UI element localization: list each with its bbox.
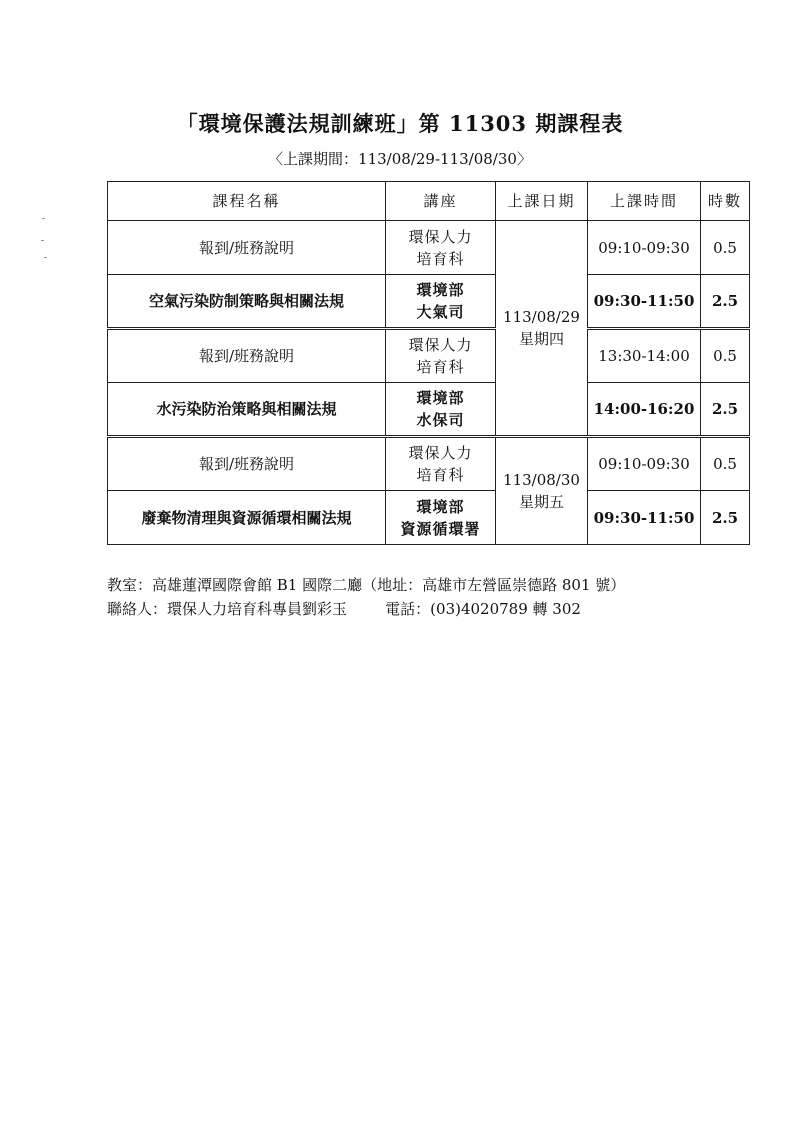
scan-speck: [44, 257, 47, 258]
session-hours: 0.5: [701, 329, 750, 383]
footer-info: [107, 573, 625, 621]
lecturer: [386, 329, 496, 383]
table-row: [108, 221, 750, 275]
table-row: [108, 437, 750, 491]
course-name: 空氣污染防制策略與相關法規: [108, 275, 386, 329]
date-value: 113/08/29: [503, 308, 580, 326]
course-name: 水污染防治策略與相關法規: [108, 383, 386, 437]
lecturer-line: 資源循環署: [400, 519, 481, 538]
contact-phone: 電話：(03)4020789 轉 302: [385, 600, 581, 618]
session-time: 09:30-11:50: [588, 275, 701, 329]
scan-speck: [42, 218, 45, 219]
lecturer-line: 水保司: [416, 411, 465, 429]
session-time: 09:10-09:30: [588, 437, 701, 491]
session-time: 13:30-14:00: [588, 329, 701, 383]
lecturer: [386, 221, 496, 275]
lecturer-line: 環保人力: [408, 444, 473, 462]
session-hours: 0.5: [701, 437, 750, 491]
course-name: 報到/班務說明: [108, 329, 386, 383]
lecturer-line: 環保人力: [408, 336, 473, 354]
lecturer-line: 大氣司: [416, 303, 465, 321]
classroom-info: 教室：高雄蓮潭國際會館 B1 國際二廳（地址：高雄市左營區崇德路 801 號）: [107, 576, 626, 594]
document-title: 「環境保護法規訓練班」第 11303 期課程表: [176, 111, 624, 136]
session-date: [496, 221, 588, 437]
table-header-row: [108, 182, 750, 221]
lecturer: [386, 383, 496, 437]
session-hours: 2.5: [701, 275, 750, 329]
date-value: 113/08/30: [503, 471, 580, 489]
lecturer-line: 培育科: [416, 358, 465, 376]
header-time: 上課時間: [588, 182, 701, 221]
header-hours: 時數: [701, 182, 750, 221]
schedule-table: [107, 181, 750, 545]
session-time: 09:10-09:30: [588, 221, 701, 275]
table-row: [108, 383, 750, 437]
lecturer-line: 環境部: [416, 389, 465, 407]
lecturer-line: 培育科: [416, 466, 465, 484]
weekday: 星期四: [518, 330, 564, 348]
table-row: [108, 329, 750, 383]
scan-speck: [41, 240, 44, 241]
contact-person: 聯絡人：環保人力培育科專員劉彩玉: [107, 600, 348, 618]
header-lecturer: 講座: [386, 182, 496, 221]
header-course: 課程名稱: [108, 182, 386, 221]
session-hours: 2.5: [701, 491, 750, 545]
weekday: 星期五: [518, 493, 564, 511]
lecturer-line: 環境部: [416, 281, 465, 299]
table-row: [108, 491, 750, 545]
lecturer: [386, 491, 496, 545]
lecturer-line: 培育科: [416, 249, 465, 268]
course-name: 報到/班務說明: [108, 437, 386, 491]
course-name: 廢棄物清理與資源循環相關法規: [108, 491, 386, 545]
session-time: 09:30-11:50: [588, 491, 701, 545]
table-row: [108, 275, 750, 329]
course-period: 〈上課期間：113/08/29-113/08/30〉: [268, 150, 532, 168]
header-date: 上課日期: [496, 182, 588, 221]
session-hours: 2.5: [701, 383, 750, 437]
lecturer: [386, 275, 496, 329]
session-hours: 0.5: [701, 221, 750, 275]
lecturer-line: 環境部: [416, 497, 465, 516]
lecturer-line: 環保人力: [408, 227, 473, 246]
session-time: 14:00-16:20: [588, 383, 701, 437]
lecturer: [386, 437, 496, 491]
session-date: [496, 437, 588, 545]
course-name: 報到/班務說明: [108, 221, 386, 275]
